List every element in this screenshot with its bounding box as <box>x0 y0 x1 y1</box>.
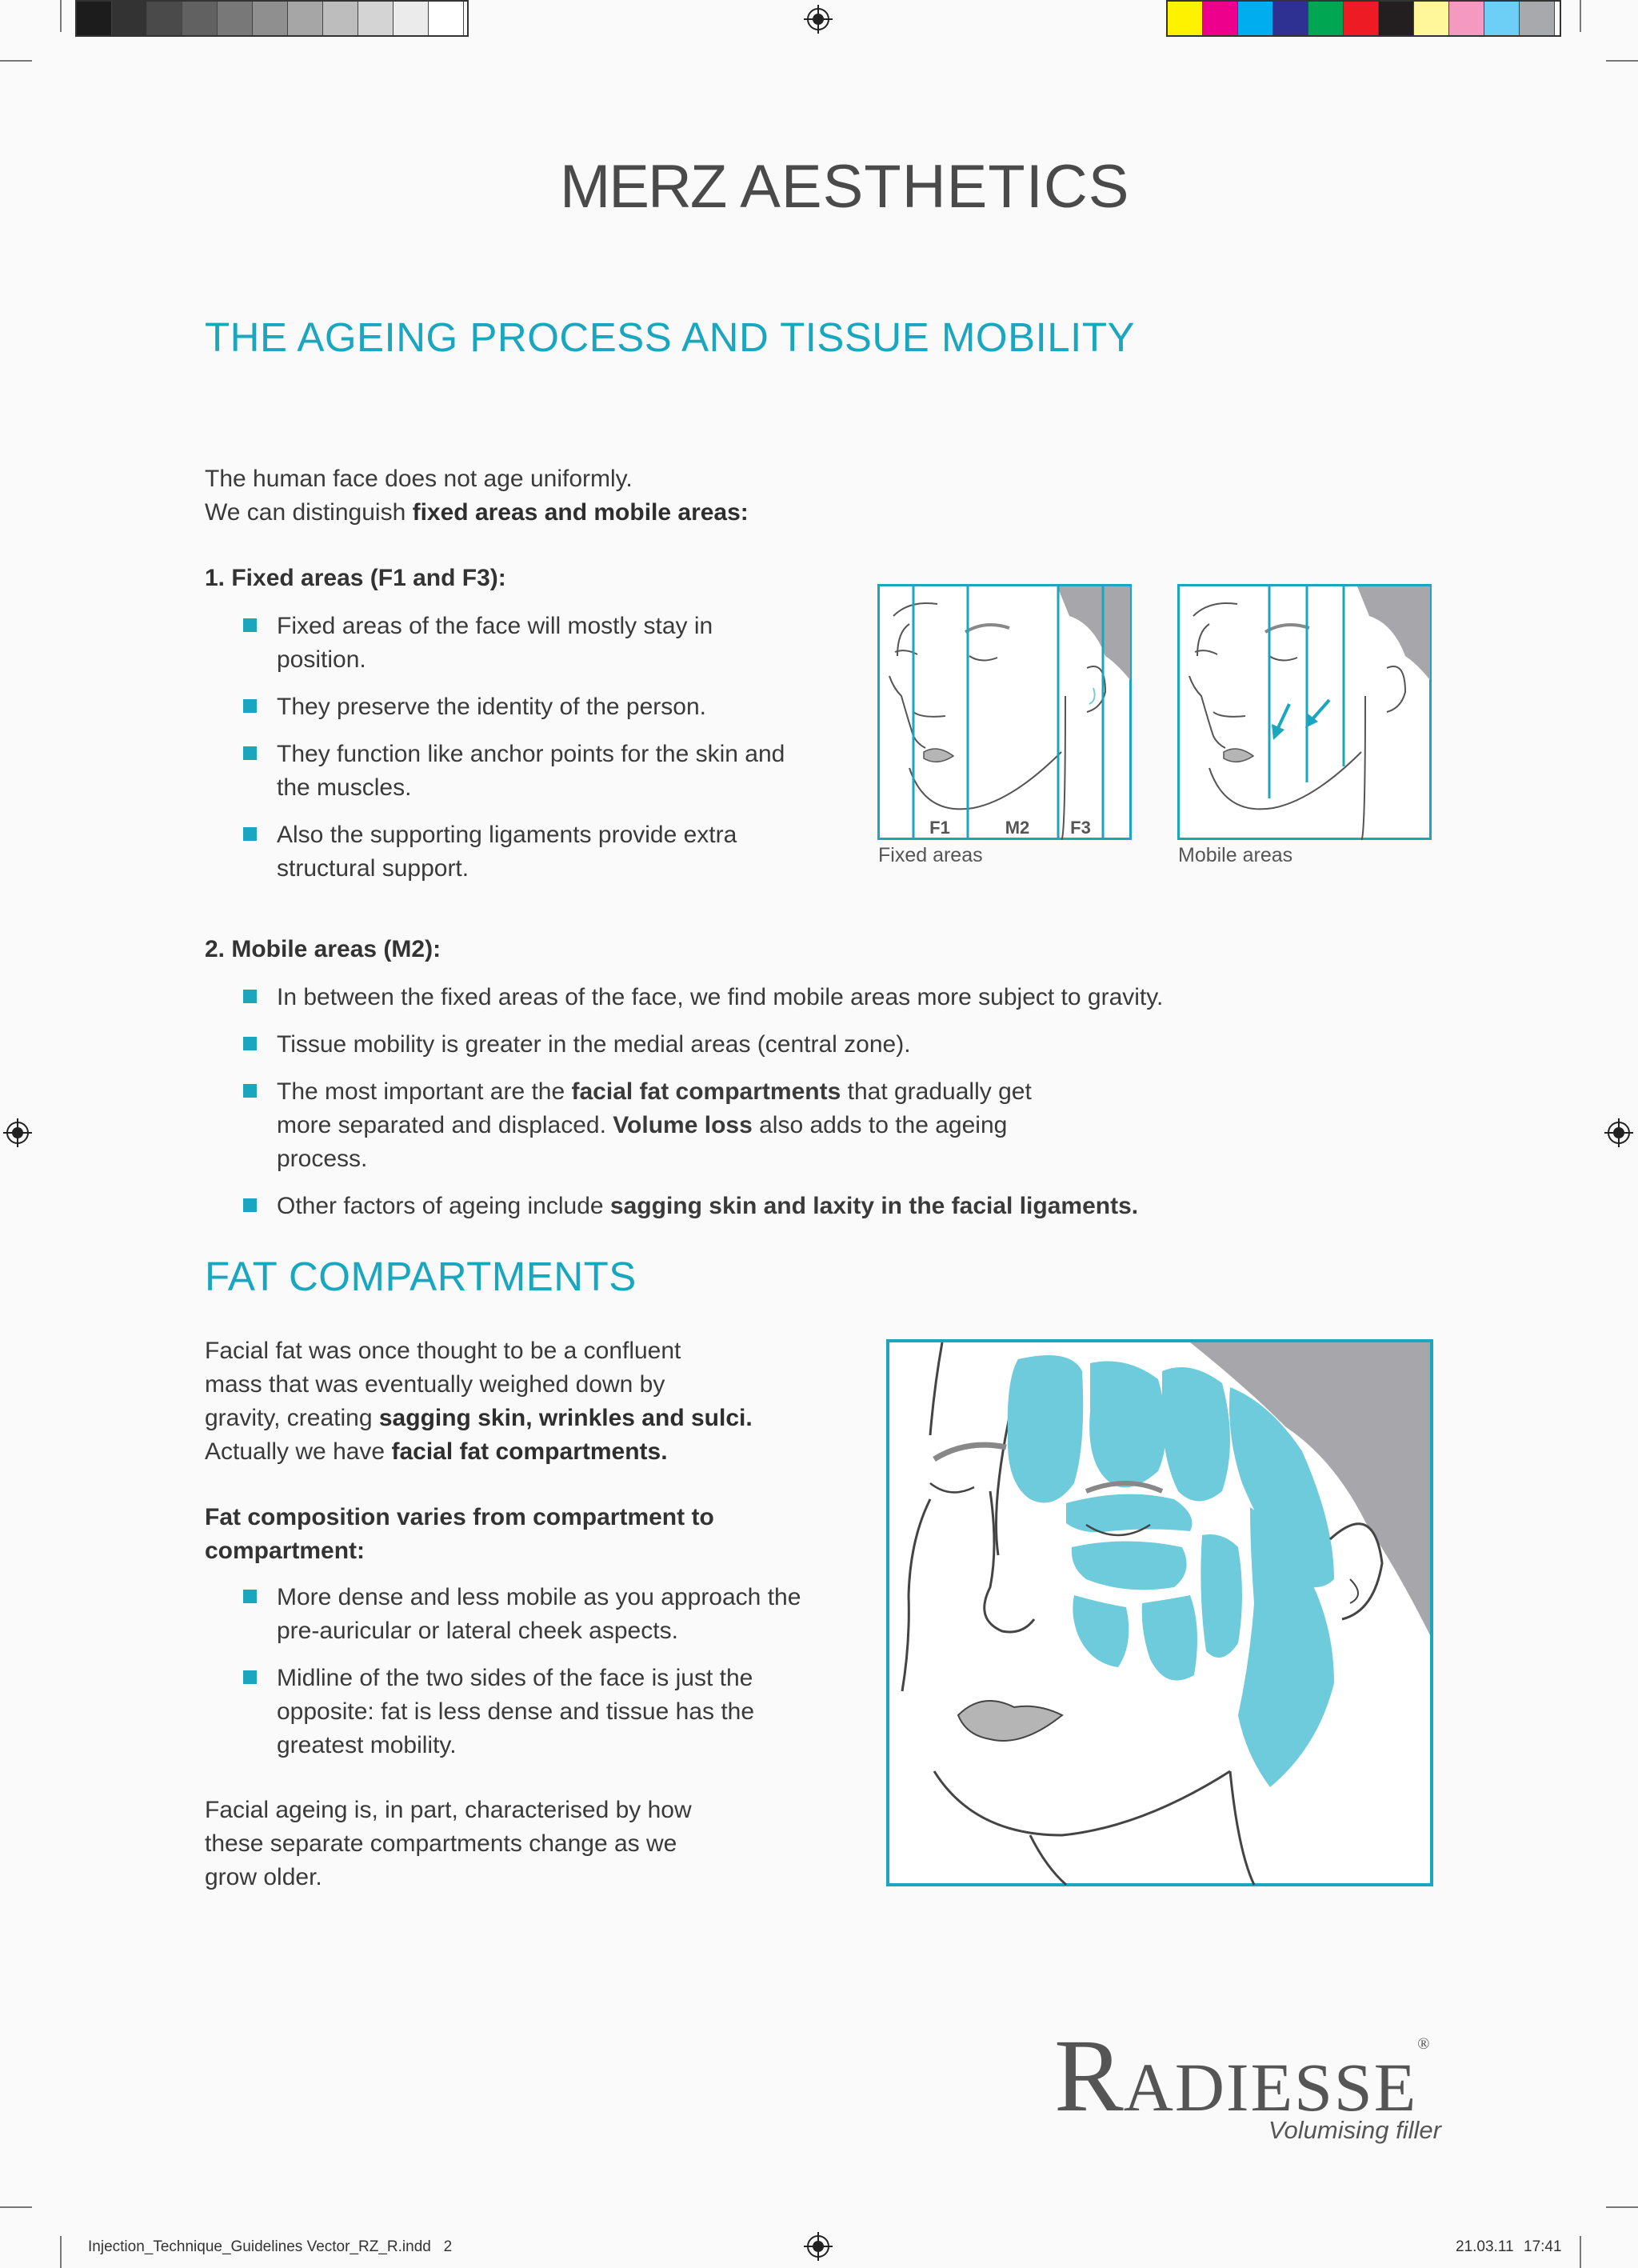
label-m2: M2 <box>1005 818 1030 838</box>
color-swatch <box>182 2 218 35</box>
text-line: mass that was eventually weighed down by <box>205 1371 665 1398</box>
color-swatch <box>288 2 323 35</box>
text-bold: facial fat compartments. <box>391 1438 668 1465</box>
fat-intro-text <box>205 1334 753 1469</box>
bullet-text: They function like anchor points for the skin and the muscles. <box>277 741 785 801</box>
bullet-bold-text: facial fat compartments <box>571 1078 841 1105</box>
text-bold: sagging skin, wrinkles and sulci. <box>378 1405 753 1431</box>
bullet-square-icon <box>243 618 257 632</box>
bullet-text: Tissue mobility is greater in the medial areas (central zone). <box>277 1031 911 1058</box>
caption-mobile-areas: Mobile areas <box>1178 844 1293 866</box>
bullet-square-icon <box>243 1084 257 1098</box>
mobile-areas-illustration <box>1177 584 1432 840</box>
color-swatch <box>1273 2 1308 35</box>
crop-mark <box>0 60 32 62</box>
label-f3: F3 <box>1070 818 1091 838</box>
color-swatch <box>1344 2 1379 35</box>
text-line: Actually we have <box>205 1438 392 1465</box>
registration-mark-icon <box>804 2232 833 2261</box>
intro-line-2-bold: fixed areas and mobile areas: <box>412 499 749 526</box>
fixed-areas-list <box>205 610 797 899</box>
color-swatch <box>1168 2 1203 35</box>
color-swatch <box>1203 2 1238 35</box>
merz-aesthetics-logo <box>560 152 1129 222</box>
color-swatch <box>1379 2 1414 35</box>
intro-text <box>205 462 749 530</box>
caption-fixed-areas: Fixed areas <box>878 844 983 866</box>
fixed-areas-illustration <box>877 584 1132 840</box>
crop-mark <box>1580 0 1581 32</box>
bullet-square-icon <box>243 1670 257 1684</box>
crop-mark <box>1606 60 1638 62</box>
color-swatch <box>253 2 288 35</box>
cmyk-color-bar <box>1166 0 1561 37</box>
registration-mark-icon <box>1604 1118 1633 1147</box>
bullet-text: Other factors of ageing include <box>277 1193 610 1219</box>
list-item <box>205 981 1356 1014</box>
bullet-text: also adds to the ageing process. <box>277 1112 1008 1172</box>
registration-mark-icon <box>3 1118 32 1147</box>
fat-composition-list <box>205 1581 805 1776</box>
bullet-square-icon <box>243 746 257 760</box>
mobile-areas-list <box>205 981 1356 1237</box>
color-swatch <box>323 2 358 35</box>
bullet-square-icon <box>243 1198 257 1212</box>
color-swatch <box>1308 2 1344 35</box>
bullet-text: that gradually get more separated and displaced. <box>277 1078 1032 1138</box>
bullet-text: Fixed areas of the face will mostly stay in position. <box>277 613 713 673</box>
section-title-ageing: THE AGEING PROCESS AND TISSUE MOBILITY <box>205 314 1135 360</box>
bullet-text: More dense and less mobile as you approach the pre-auricular or lateral cheek aspects. <box>277 1584 801 1644</box>
list-item <box>205 738 797 805</box>
crop-mark <box>1606 2206 1638 2208</box>
color-swatch <box>1238 2 1273 35</box>
list-item <box>205 610 797 677</box>
bullet-square-icon <box>243 1590 257 1603</box>
bullet-square-icon <box>243 1037 257 1050</box>
intro-line-2: We can distinguish <box>205 499 413 526</box>
color-swatch <box>147 2 182 35</box>
color-swatch <box>1414 2 1449 35</box>
fat-compartments-illustration <box>886 1339 1433 1886</box>
crop-mark <box>1580 2236 1581 2268</box>
registered-mark: ® <box>1417 2035 1430 2053</box>
bullet-bold-text: Volume loss <box>613 1112 753 1138</box>
fixed-areas-heading: 1. Fixed areas (F1 and F3): <box>205 565 506 591</box>
text-line: Facial fat was once thought to be a confluent <box>205 1338 681 1364</box>
intro-line-1: The human face does not age uniformly. <box>205 466 633 492</box>
radiesse-cap: R <box>1054 2018 1124 2134</box>
label-f1: F1 <box>929 818 950 838</box>
list-item <box>205 818 797 886</box>
list-item <box>205 1190 1356 1223</box>
fat-composition-heading <box>205 1501 714 1568</box>
bullet-square-icon <box>243 990 257 1003</box>
fat-ageing-text <box>205 1794 692 1894</box>
color-swatch <box>112 2 147 35</box>
list-item <box>205 1075 1093 1176</box>
color-swatch <box>358 2 394 35</box>
radiesse-name: ADIESSE <box>1123 2049 1418 2126</box>
section-title-fat: FAT COMPARTMENTS <box>205 1254 637 1299</box>
grayscale-color-bar <box>75 0 469 37</box>
text-line: Fat composition varies from compartment to <box>205 1504 714 1530</box>
crop-mark <box>60 0 62 32</box>
color-swatch <box>1520 2 1555 35</box>
logo-aesthetics-word: AESTHETICS <box>740 153 1130 221</box>
color-swatch <box>218 2 253 35</box>
footer-file-name: Injection_Technique_Guidelines Vector_RZ_R.indd 2 <box>88 2238 453 2255</box>
bullet-text: Also the supporting ligaments provide extra structural support. <box>277 822 737 882</box>
list-item <box>205 1662 805 1762</box>
text-line: compartment: <box>205 1538 366 1564</box>
color-swatch <box>1484 2 1520 35</box>
bullet-text: The most important are the <box>277 1078 572 1105</box>
color-swatch <box>429 2 464 35</box>
mobile-areas-heading: 2. Mobile areas (M2): <box>205 936 441 962</box>
text-line: Facial ageing is, in part, characterised by how <box>205 1797 692 1823</box>
crop-mark <box>60 2236 62 2268</box>
bullet-square-icon <box>243 827 257 841</box>
color-swatch <box>77 2 112 35</box>
footer-time: 17:41 <box>1524 2238 1562 2255</box>
text-line: grow older. <box>205 1864 322 1890</box>
list-item <box>205 1581 805 1648</box>
bullet-text: In between the fixed areas of the face, we find mobile areas more subject to gravity. <box>277 984 1164 1010</box>
text-line: gravity, creating <box>205 1405 379 1431</box>
bullet-text: Midline of the two sides of the face is just the opposite: fat is less dense and tissue has the greatest mobility. <box>277 1665 755 1758</box>
list-item <box>205 1028 1356 1062</box>
bullet-square-icon <box>243 699 257 713</box>
text-line: these separate compartments change as we <box>205 1830 677 1857</box>
bullet-text: They preserve the identity of the person. <box>277 694 706 720</box>
color-swatch <box>1449 2 1484 35</box>
registration-mark-icon <box>804 5 833 34</box>
logo-merz-word: MERZ <box>560 153 726 221</box>
radiesse-tagline: Volumising filler <box>1268 2116 1441 2144</box>
color-swatch <box>394 2 429 35</box>
crop-mark <box>0 2206 32 2208</box>
list-item <box>205 690 797 724</box>
footer-date: 21.03.11 <box>1456 2238 1514 2255</box>
bullet-bold-text: sagging skin and laxity in the facial ligaments. <box>609 1193 1139 1219</box>
